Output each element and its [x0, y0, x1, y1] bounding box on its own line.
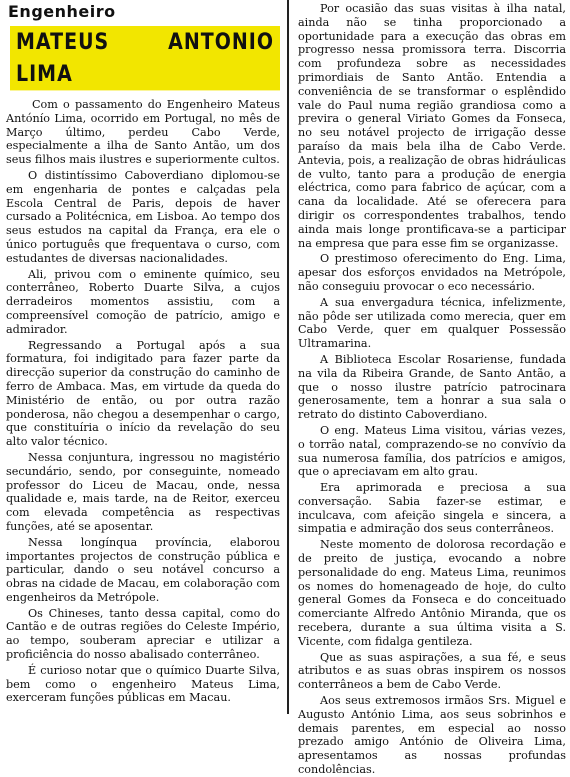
article-title: MATEUS ANTONIO LIMA	[10, 26, 280, 90]
article-paragraph: Nessa conjuntura, ingressou no magistério secundário, sendo, por conseguinte, nomeado professor do Liceu de Macau, onde, nessa qualidade e, mais tarde, na de Reitor, exerceu com elevada competência as respectivas funções, até se aposentar.	[6, 450, 280, 533]
article-paragraph: Por ocasião das suas visitas à ilha natal, ainda não se tinha proporcionado a oportunidade para a execução das obras em progresso nessa promissora terra. Discorria com profundeza sobre as necessidades primordiais de Santo Antão. Entendia a conveniência de se transformar o esplêndido vale do Paul numa região grandiosa como a previra o general Viriato Gomes da Fonseca, no seu notável projecto de irrigação desse paraíso da mais bela ilha de Cabo Verde. Antevia, pois, a realização de obras hidráulicas de vulto, tanto para a produção de energia eléctrica, como para fabrico de açúcar, com a cana da localidade. Até se oferecera para dirigir os correspondentes trabalhos, tendo ainda mais longe prontificava-se a participar na empresa que para esse fim se organizasse.	[298, 2, 566, 250]
section-kicker: Engenheiro	[8, 2, 116, 21]
article-paragraph: Nessa longínqua província, elaborou importantes projectos de construção pública e particular, dando o seu notável concurso a obras na cidade de Macau, em colaboração com engenheiros da Metrópole.	[6, 535, 280, 604]
article-paragraph: Que as suas aspirações, a sua fé, e seus atributos e as suas obras inspirem os nossos conterrâneos a bem de Cabo Verde.	[298, 650, 566, 692]
article-paragraph: Aos seus extremosos irmãos Srs. Miguel e Augusto António Lima, aos seus sobrinhos e demais parentes, em especial ao nosso prezado amigo António de Oliveira Lima, apresentamos as nossas profundas condolências.	[298, 694, 566, 777]
article-paragraph: Era aprimorada e preciosa a sua conversação. Sabia fazer-se estimar, e inculcava, com afeição singela e sincera, a simpatia e admiração dos seus conterrâneos.	[298, 481, 566, 536]
article-paragraph: Os Chineses, tanto dessa capital, como do Cantão e de outras regiões do Celeste Império, ao tempo, souberam apreciar e utilizar a proficiência do nosso abalisado conterrâneo.	[6, 606, 280, 662]
article-paragraph: É curioso notar que o químico Duarte Silva, bem como o engenheiro Mateus Lima, exerceram funções públicas em Macau.	[6, 663, 280, 705]
right-column	[298, 2, 566, 777]
article-paragraph: A sua envergadura técnica, infelizmente, não pôde ser utilizada como merecia, quer em Cabo Verde, quer em qualquer Possessão Ultramarina.	[298, 295, 566, 351]
column-divider	[287, 0, 289, 714]
right-column-body	[298, 2, 566, 777]
article-paragraph: O eng. Mateus Lima visitou, várias vezes, o torrão natal, comprazendo-se no convívio da sua numerosa família, dos patrícios e amigos, que o apreciavam em alto grau.	[298, 423, 566, 479]
article-paragraph: Regressando a Portugal após a sua formatura, foi indigitado para fazer parte da direcção superior da construção do caminho de ferro de Ambaca. Mas, em virtude da queda do Ministério de então, ou por outra razão ponderosa, não chegou a desempenhar o cargo, que constituíria o início da revelação do seu alto valor técnico.	[6, 338, 280, 449]
article-paragraph: A Biblioteca Escolar Rosariense, fundada na vila da Ribeira Grande, de Santo Antão, a que o nosso ilustre patrício patrocinara generosamente, tem a honrar a sua sala o retrato do distinto Caboverdiano.	[298, 352, 566, 422]
article-paragraph: O distintíssimo Caboverdiano diplomou-se em engenharia de pontes e calçadas pela Escola Central de Paris, depois de haver cursado a Politécnica, em Lisboa. Ao tempo dos seus estudos na capital da França, era ele o único português que frequentava o curso, com estudantes de diversas nacionalidades.	[6, 168, 280, 265]
article-paragraph: Neste momento de dolorosa recordação e de preito de justiça, evocando a nobre personalidade do eng. Mateus Lima, reunimos os nomes do homenageado de hoje, do culto general Gomes da Fonseca e do conceituado comerciante Alfredo Antônio Miranda, que os recebera, durante a sua última visita a S. Vicente, com fidalga gentileza.	[298, 538, 566, 648]
article-paragraph: O prestimoso oferecimento do Eng. Lima, apesar dos esforços envidados na Metrópole, não conseguiu provocar o eco necessário.	[298, 252, 566, 293]
article-paragraph: Com o passamento do Engenheiro Mateus Antónío Lima, ocorrido em Portugal, no mês de Março último, perdeu Cabo Verde, especialmente a ilha de Santo Antão, um dos seus filhos mais ilustres e superiormente cultos.	[6, 98, 280, 167]
left-column-body	[6, 98, 280, 705]
left-column	[6, 0, 280, 714]
article-paragraph: Ali, privou com o eminente químico, seu conterrâneo, Roberto Duarte Silva, a cujos derradeiros momentos assistiu, com a compreensível comoção de patrício, amigo e admirador.	[6, 267, 280, 336]
